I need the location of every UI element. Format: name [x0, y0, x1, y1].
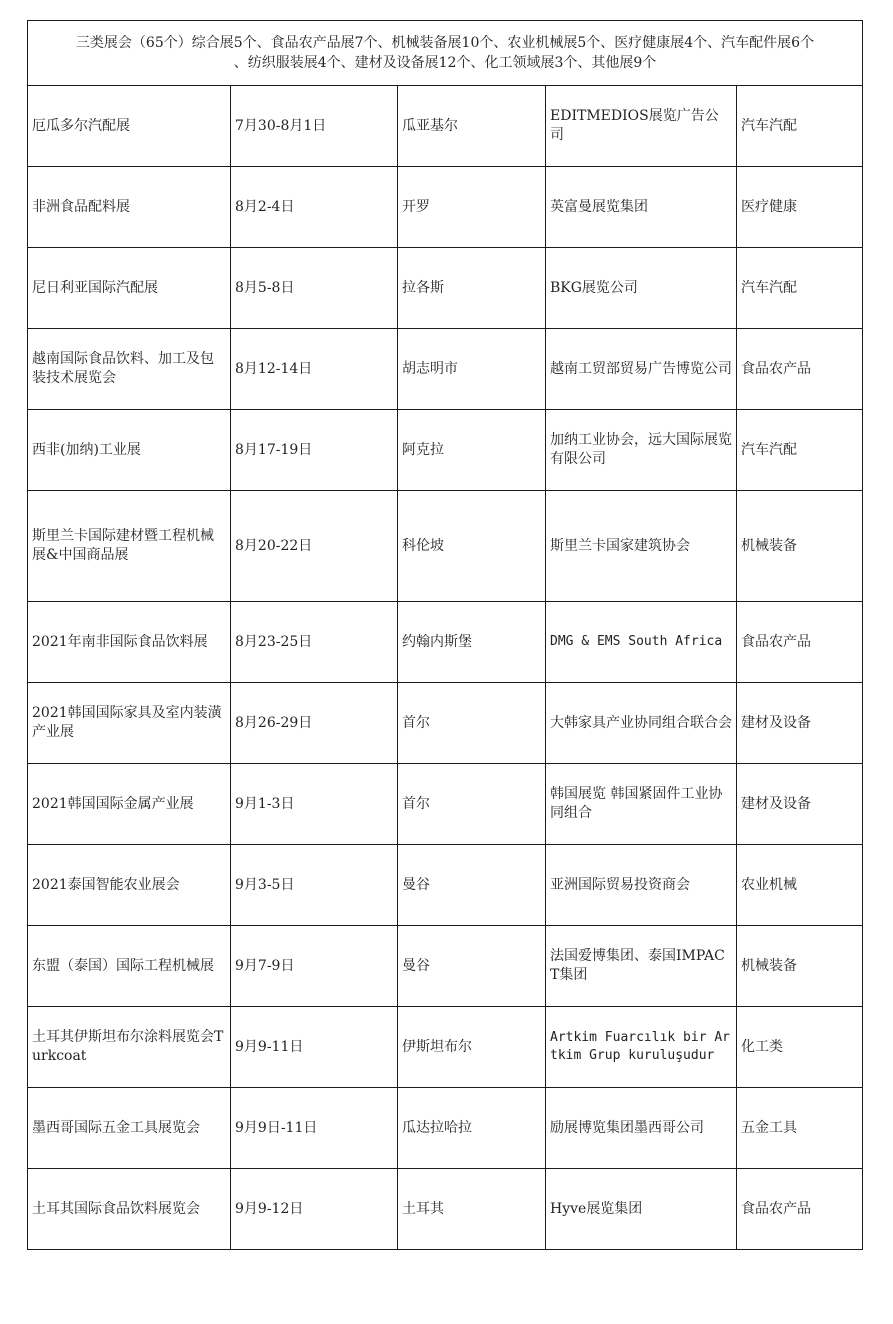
- exhibition-city: 拉各斯: [398, 248, 546, 329]
- exhibition-date: 8月12-14日: [231, 329, 398, 410]
- exhibition-city: 首尔: [398, 764, 546, 845]
- table-row: [28, 491, 863, 602]
- exhibition-name: 2021年南非国际食品饮料展: [28, 602, 231, 683]
- exhibition-name: 土耳其伊斯坦布尔涂料展览会Turkcoat: [28, 1007, 231, 1088]
- exhibition-organizer: 法国爱博集团、泰国IMPACT集团: [546, 926, 737, 1007]
- exhibition-category: 汽车汽配: [737, 248, 863, 329]
- exhibition-organizer: 励展博览集团墨西哥公司: [546, 1088, 737, 1169]
- exhibition-category: 农业机械: [737, 845, 863, 926]
- table-row: [28, 86, 863, 167]
- exhibition-city: 科伦坡: [398, 491, 546, 602]
- exhibition-name: 斯里兰卡国际建材暨工程机械展&中国商品展: [28, 491, 231, 602]
- table-row: [28, 329, 863, 410]
- table-row: [28, 926, 863, 1007]
- exhibition-organizer: 斯里兰卡国家建筑协会: [546, 491, 737, 602]
- table-row: [28, 1007, 863, 1088]
- exhibition-name: 2021韩国国际家具及室内装潢产业展: [28, 683, 231, 764]
- exhibition-name: 2021韩国国际金属产业展: [28, 764, 231, 845]
- table-row: [28, 845, 863, 926]
- exhibition-category: 机械装备: [737, 491, 863, 602]
- exhibition-organizer: 越南工贸部贸易广告博览公司: [546, 329, 737, 410]
- exhibition-organizer: 亚洲国际贸易投资商会: [546, 845, 737, 926]
- exhibition-category: 化工类: [737, 1007, 863, 1088]
- exhibition-date: 9月9日-11日: [231, 1088, 398, 1169]
- exhibition-schedule: [27, 20, 862, 1250]
- exhibition-organizer: 加纳工业协会，远大国际展览有限公司: [546, 410, 737, 491]
- exhibition-category: 汽车汽配: [737, 410, 863, 491]
- summary-line-1: 三类展会（65个）综合展5个、食品农产品展7个、机械装备展10个、农业机械展5个、医疗健康展4个、汽车配件展6个: [75, 35, 815, 51]
- exhibition-city: 约翰内斯堡: [398, 602, 546, 683]
- exhibition-category: 食品农产品: [737, 329, 863, 410]
- exhibition-category: 食品农产品: [737, 1169, 863, 1250]
- exhibition-city: 阿克拉: [398, 410, 546, 491]
- exhibition-date: 8月2-4日: [231, 167, 398, 248]
- exhibition-name: 2021泰国智能农业展会: [28, 845, 231, 926]
- exhibition-name: 尼日利亚国际汽配展: [28, 248, 231, 329]
- table-row: [28, 410, 863, 491]
- exhibition-date: 9月9-11日: [231, 1007, 398, 1088]
- exhibition-city: 伊斯坦布尔: [398, 1007, 546, 1088]
- exhibition-city: 瓜达拉哈拉: [398, 1088, 546, 1169]
- exhibition-organizer: 英富曼展览集团: [546, 167, 737, 248]
- table-row: [28, 764, 863, 845]
- exhibition-city: 土耳其: [398, 1169, 546, 1250]
- exhibition-date: 8月20-22日: [231, 491, 398, 602]
- exhibition-name: 非洲食品配料展: [28, 167, 231, 248]
- exhibition-name: 土耳其国际食品饮料展览会: [28, 1169, 231, 1250]
- exhibition-date: 8月5-8日: [231, 248, 398, 329]
- exhibition-date: 9月1-3日: [231, 764, 398, 845]
- table-row: [28, 602, 863, 683]
- exhibition-city: 首尔: [398, 683, 546, 764]
- exhibition-name: 西非(加纳)工业展: [28, 410, 231, 491]
- table-row: [28, 683, 863, 764]
- exhibition-organizer: DMG & EMS South Africa: [546, 602, 737, 683]
- exhibition-date: 8月26-29日: [231, 683, 398, 764]
- exhibition-date: 9月7-9日: [231, 926, 398, 1007]
- table-row: [28, 248, 863, 329]
- exhibition-category: 建材及设备: [737, 764, 863, 845]
- exhibition-name: 墨西哥国际五金工具展览会: [28, 1088, 231, 1169]
- exhibition-category: 汽车汽配: [737, 86, 863, 167]
- exhibition-city: 瓜亚基尔: [398, 86, 546, 167]
- exhibition-table: [27, 20, 863, 1250]
- exhibition-category: 食品农产品: [737, 602, 863, 683]
- exhibition-organizer: Hyve展览集团: [546, 1169, 737, 1250]
- exhibition-organizer: Artkim Fuarcılık bir Artkim Grup kuruluşudur: [546, 1007, 737, 1088]
- exhibition-category: 机械装备: [737, 926, 863, 1007]
- exhibition-city: 曼谷: [398, 926, 546, 1007]
- exhibition-name: 越南国际食品饮料、加工及包装技术展览会: [28, 329, 231, 410]
- exhibition-city: 开罗: [398, 167, 546, 248]
- summary-line-2: 、纺织服装展4个、建材及设备展12个、化工领域展3个、其他展9个: [233, 55, 657, 71]
- table-row: [28, 1169, 863, 1250]
- table-row: [28, 167, 863, 248]
- exhibition-date: 9月3-5日: [231, 845, 398, 926]
- table-header-row: [28, 21, 863, 86]
- exhibition-category: 五金工具: [737, 1088, 863, 1169]
- exhibition-category: 建材及设备: [737, 683, 863, 764]
- exhibition-date: 8月23-25日: [231, 602, 398, 683]
- exhibition-category: 医疗健康: [737, 167, 863, 248]
- exhibition-organizer: EDITMEDIOS展览广告公司: [546, 86, 737, 167]
- summary-header: [28, 21, 863, 86]
- exhibition-name: 厄瓜多尔汽配展: [28, 86, 231, 167]
- exhibition-city: 曼谷: [398, 845, 546, 926]
- exhibition-city: 胡志明市: [398, 329, 546, 410]
- exhibition-name: 东盟（泰国）国际工程机械展: [28, 926, 231, 1007]
- exhibition-organizer: 韩国展览 韩国紧固件工业协同组合: [546, 764, 737, 845]
- exhibition-organizer: 大韩家具产业协同组合联合会: [546, 683, 737, 764]
- exhibition-organizer: BKG展览公司: [546, 248, 737, 329]
- table-row: [28, 1088, 863, 1169]
- exhibition-date: 8月17-19日: [231, 410, 398, 491]
- exhibition-date: 7月30-8月1日: [231, 86, 398, 167]
- exhibition-date: 9月9-12日: [231, 1169, 398, 1250]
